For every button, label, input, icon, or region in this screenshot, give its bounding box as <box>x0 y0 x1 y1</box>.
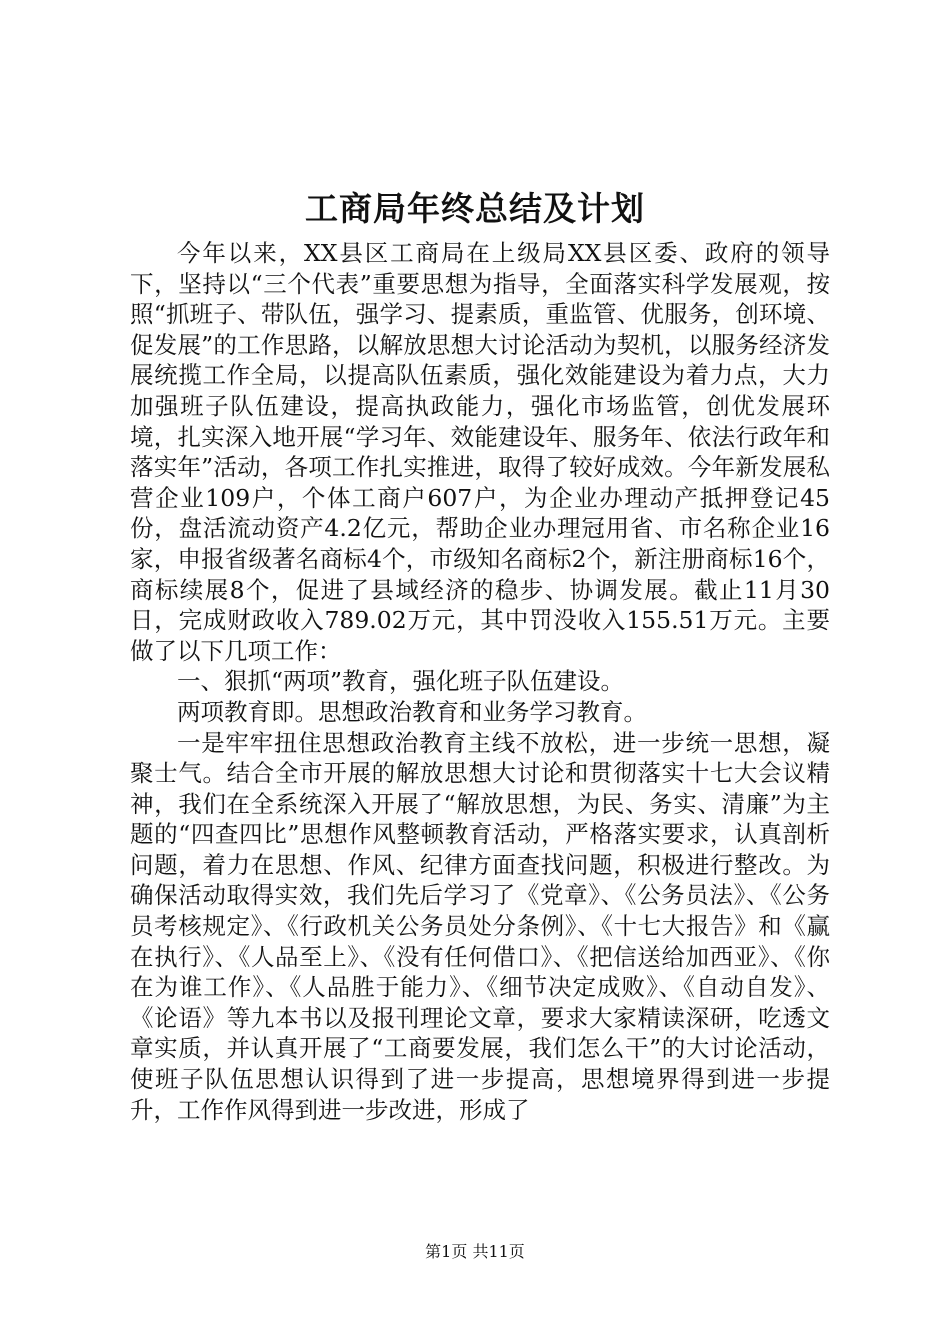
page-number-footer: 第1页 共11页 <box>425 1242 525 1261</box>
paragraph-intro: 今年以来，XX县区工商局在上级局XX县区委、政府的领导下，坚持以“三个代表”重要思想为指导，全面落实科学发展观，按照“抓班子、带队伍，强学习、提素质，重监管、优服务，创环境、促发展”的工作思路，以解放思想大讨论活动为契机，以服务经济发展统揽工作全局，以提高队伍素质，强化效能建设为着力点，大力加强班子队伍建设，提高执政能力，强化市场监管，创优发展环境，扎实深入地开展“学习年、效能建设年、服务年、依法行政年和落实年”活动，各项工作扎实推进，取得了较好成效。今年新发展私营企业109户，个体工商户607户，为企业办理动产抵押登记45份，盘活流动资产4.2亿元，帮助企业办理冠用省、市名称企业16家，申报省级著名商标4个，市级知名商标2个，新注册商标16个，商标续展8个，促进了县域经济的稳步、协调发展。截止11月30日，完成财政收入789.02万元，其中罚没收入155.51万元。主要做了以下几项工作： <box>130 239 830 665</box>
paragraph-political-education: 一是牢牢扭住思想政治教育主线不放松，进一步统一思想，凝聚士气。结合全市开展的解放思想大讨论和贯彻落实十七大会议精神，我们在全系统深入开展了“解放思想，为民、务实、清廉”为主题的“四查四比”思想作风整顿教育活动，严格落实要求，认真剖析问题，着力在思想、作风、纪律方面查找问题，积极进行整改。为确保活动取得实效，我们先后学习了《党章》、《公务员法》、《公务员考核规定》、《行政机关公务员处分条例》、《十七大报告》和《赢在执行》、《人品至上》、《没有任何借口》、《把信送给加西亚》、《你在为谁工作》、《人品胜于能力》、《细节决定成败》、《自动自发》、《论语》等九本书以及报刊理论文章，要求大家精读深研，吃透文章实质，并认真开展了“工商要发展，我们怎么干”的大讨论活动，使班子队伍思想认识得到了进一步提高，思想境界得到进一步提升，工作作风得到进一步改进，形成了 <box>130 728 830 1124</box>
paragraph-two-education: 两项教育即。思想政治教育和业务学习教育。 <box>177 697 647 726</box>
document-body <box>130 238 830 1125</box>
document-title: 工商局年终总结及计划 <box>305 189 645 228</box>
paragraph-section-heading: 一、狠抓“两项”教育，强化班子队伍建设。 <box>177 667 625 696</box>
